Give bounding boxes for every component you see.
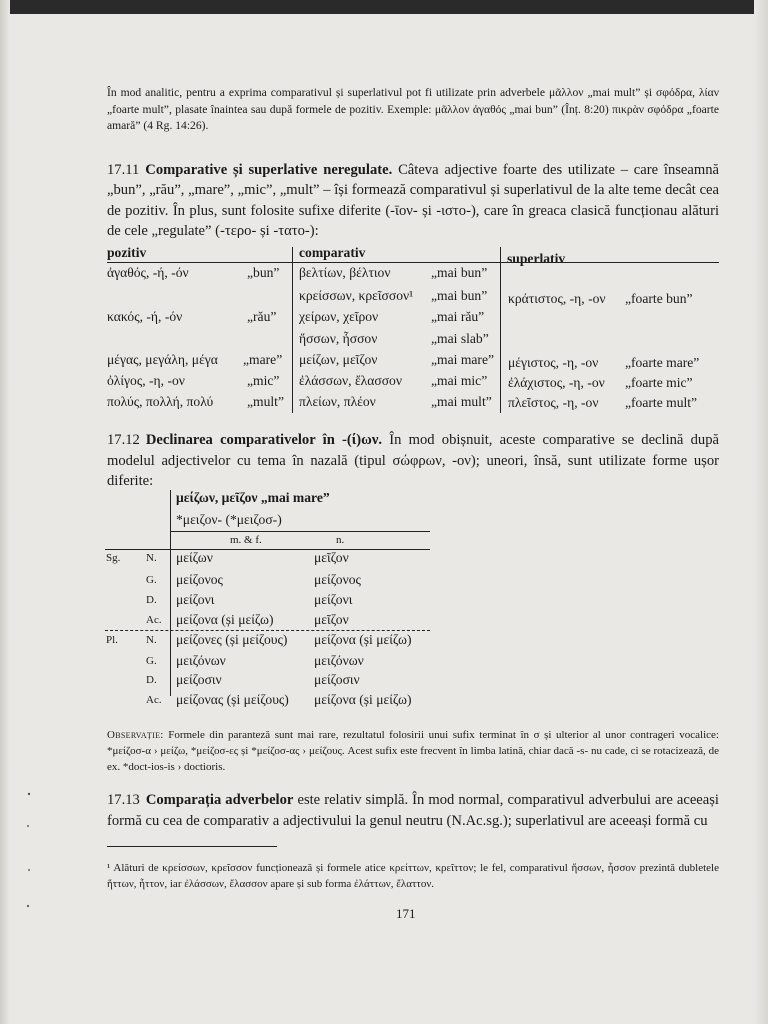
superlativ-form: ἐλάχιστος, -η, -ον bbox=[508, 375, 605, 390]
comparativ-gloss: „mai bun” bbox=[431, 265, 488, 280]
pozitiv-gloss: „mult” bbox=[247, 394, 284, 409]
n-form: μείζοσιν bbox=[314, 672, 360, 687]
mf-form: μείζων bbox=[176, 550, 213, 565]
comparativ-form: κρείσσων, κρεῖσσον¹ bbox=[299, 288, 414, 303]
case-label: N. bbox=[146, 552, 157, 564]
comparativ-form: ἥσσων, ἧσσον bbox=[299, 331, 378, 346]
superlativ-gloss: „foarte bun” bbox=[625, 291, 693, 306]
comparativ-form: μείζων, μεῖζον bbox=[299, 352, 378, 367]
superlativ-form: κράτιστος, -η, -ον bbox=[508, 291, 606, 306]
number-label: Pl. bbox=[106, 634, 118, 646]
comparativ-form: ἐλάσσων, ἔλασσον bbox=[299, 373, 402, 388]
case-label: D. bbox=[146, 594, 157, 606]
mf-form: μείζονας (și μείζους) bbox=[176, 692, 289, 707]
paradigm-title: μείζων, μεῖζον „mai mare” bbox=[176, 490, 330, 505]
case-label: Ac. bbox=[146, 694, 162, 706]
table-rule bbox=[105, 549, 430, 550]
pozitiv-form: μέγας, μεγάλη, μέγα bbox=[107, 352, 218, 367]
section-title: Comparative și superlative neregulate. bbox=[145, 161, 393, 178]
column-header-n: n. bbox=[336, 534, 345, 546]
footnote-rule bbox=[107, 846, 277, 847]
n-form: μείζονος bbox=[314, 572, 361, 587]
column-divider bbox=[170, 490, 171, 696]
scan-speckles bbox=[26, 790, 32, 910]
mf-form: μειζόνων bbox=[176, 653, 226, 668]
scan-top-edge bbox=[0, 0, 768, 14]
comparativ-gloss: „mai rău” bbox=[431, 309, 485, 324]
n-form: μεῖζον bbox=[314, 612, 349, 627]
case-label: G. bbox=[146, 655, 157, 667]
header-comparativ: comparativ bbox=[299, 245, 366, 260]
number-label: Sg. bbox=[106, 552, 121, 564]
mf-form: μείζοσιν bbox=[176, 672, 222, 687]
comparativ-gloss: „mai mic” bbox=[431, 373, 488, 388]
intro-paragraph: În mod analitic, pentru a exprima comparativul și superlativul pot fi utilizate prin adverbele μᾶλλον „mai mult” și σφόδρα, λίαν „foarte mult”, plasate înaintea sau după formele de pozitiv. Exemple: μᾶλλον ἀγαθός „mai bun” (Înț. 8:20) πικρὰν σφόδρα „foarte amară” (4 Rg. 14:26). bbox=[107, 86, 719, 132]
pozitiv-gloss: „mare” bbox=[243, 352, 283, 367]
case-label: Ac. bbox=[146, 614, 162, 626]
n-form: μείζονι bbox=[314, 592, 353, 607]
superlativ-gloss: „foarte mult” bbox=[625, 395, 698, 410]
scan-left-edge bbox=[0, 0, 10, 1024]
table-rule bbox=[105, 630, 430, 631]
mf-form: μείζονα (și μείζω) bbox=[176, 612, 274, 627]
footnote: ¹ Alături de κρείσσων, κρεῖσσον funcționează și formele atice κρείττων, κρεῖττον; le fel, comparativul ἥσσων, ἧσσον prezintă dubletele ἥττων, ἧττον, iar ἐλάσσων, ἔλασσον apare și sub forma ἐλάττων, ἔλαττον. bbox=[107, 862, 719, 890]
header-pozitiv: pozitiv bbox=[107, 245, 147, 260]
page-number: 171 bbox=[396, 906, 416, 921]
pozitiv-form: ὀλίγος, -η, -ον bbox=[107, 373, 185, 388]
column-divider bbox=[500, 247, 501, 413]
superlativ-gloss: „foarte mic” bbox=[625, 375, 693, 390]
comparativ-form: χείρων, χεῖρον bbox=[299, 309, 379, 324]
observation-lead: Observație: bbox=[107, 729, 164, 741]
page-body bbox=[107, 85, 719, 242]
comparativ-gloss: „mai slab” bbox=[431, 331, 489, 346]
mf-form: μείζονες (și μείζους) bbox=[176, 632, 288, 647]
mf-form: μείζονι bbox=[176, 592, 215, 607]
header-superlativ: superlativ bbox=[507, 251, 566, 266]
column-header-mf: m. & f. bbox=[230, 534, 262, 546]
observation-text: Formele din paranteză sunt mai rare, rezultatul folosirii unui sufix terminat în σ și ulterior al unor contrageri vocalice: *μείζοσ-α › μείζω, *μείζοσ-ες și *μείζοσ-ας › μείζους. Acest sufix este frecvent în limba latină, chiar dacă -s- nu cade, ci se rotacizează, de ex. *doct-ios-is › doctioris. bbox=[107, 729, 719, 773]
column-divider bbox=[292, 247, 293, 413]
paradigm-stem: *μειζον- (*μειζοσ-) bbox=[176, 512, 282, 527]
pozitiv-gloss: „mic” bbox=[247, 373, 280, 388]
n-form: μεῖζον bbox=[314, 550, 349, 565]
section-text: Câteva adjective foarte des utilizate – care înseamnă „bun”, „rău”, „mare”, „mic”, „mult” – își formează comparativul și superlativul de la alte teme decât cea de pozitiv. În plus, sunt folosite sufixe diferite (-ῑον- și -ιστο-), care în greaca clasică funcționau alături de cele „regulate” (-τερο- și -τατο-): bbox=[107, 161, 720, 239]
case-label: G. bbox=[146, 574, 157, 586]
section-text: este relativ simplă. În mod normal, comparativul adverbului are aceeași formă cu cea de comparativ a adjectivului la genul neutru (N.Ac.sg.); superlativul are aceeași formă cu bbox=[107, 792, 719, 829]
comparativ-form: πλείων, πλέον bbox=[299, 394, 376, 409]
comparativ-form: βελτίων, βέλτιον bbox=[299, 265, 391, 280]
section-17-13 bbox=[107, 790, 719, 831]
case-label: N. bbox=[146, 634, 157, 646]
table-rule bbox=[107, 262, 719, 263]
comparativ-gloss: „mai mare” bbox=[431, 352, 495, 367]
section-text: În mod obișnuit, aceste comparative se declină după modelul adjectivelor cu tema în nazală (tipul σώφρων, -ον); uneori, însă, sunt utilizate forme ușor diferite: bbox=[107, 432, 719, 489]
section-number: 17.13 bbox=[107, 792, 140, 808]
case-label: D. bbox=[146, 674, 157, 686]
pozitiv-form: πολύς, πολλή, πολύ bbox=[107, 394, 214, 409]
n-form: μείζονα (și μείζω) bbox=[314, 692, 412, 707]
pozitiv-form: κακός, -ή, -όν bbox=[107, 309, 183, 324]
mf-form: μείζονος bbox=[176, 572, 223, 587]
table-rule bbox=[170, 531, 430, 532]
pozitiv-form: ἀγαθός, -ή, -όν bbox=[107, 265, 189, 280]
pozitiv-gloss: „rău” bbox=[247, 309, 277, 324]
superlativ-form: μέγιστος, -η, -ον bbox=[508, 355, 599, 370]
scan-right-shadow bbox=[754, 0, 768, 1024]
comparativ-gloss: „mai bun” bbox=[431, 288, 488, 303]
observation-note bbox=[107, 727, 719, 775]
n-form: μειζόνων bbox=[314, 653, 364, 668]
superlativ-form: πλεῖστος, -η, -ον bbox=[508, 395, 599, 410]
section-number: 17.11 bbox=[107, 161, 140, 178]
superlativ-gloss: „foarte mare” bbox=[625, 355, 700, 370]
section-number: 17.12 bbox=[107, 432, 140, 448]
section-title: Declinarea comparativelor în -(ί)ων. bbox=[145, 432, 382, 448]
section-17-11 bbox=[107, 160, 719, 242]
section-title: Comparația adverbelor bbox=[145, 792, 294, 808]
n-form: μείζονα (și μείζω) bbox=[314, 632, 412, 647]
comparativ-gloss: „mai mult” bbox=[431, 394, 492, 409]
pozitiv-gloss: „bun” bbox=[247, 265, 280, 280]
section-17-12 bbox=[107, 430, 719, 492]
